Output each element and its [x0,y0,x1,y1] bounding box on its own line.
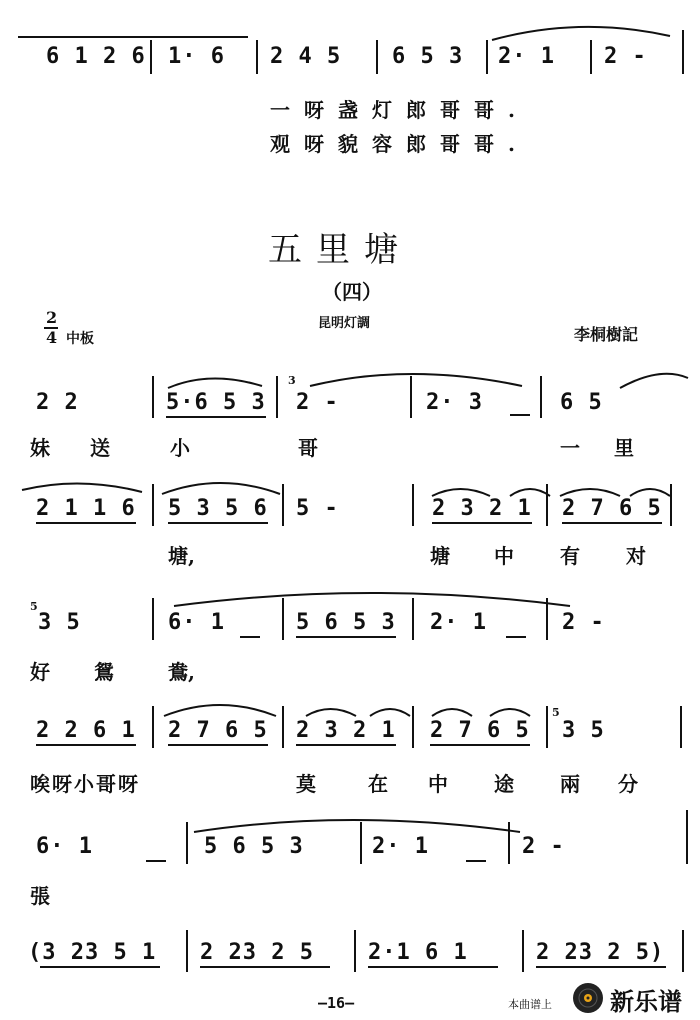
notes: 5 3 5 6 [168,496,268,521]
lyric: 在 [368,772,388,796]
barline [354,930,356,972]
lyric: 哥 [298,436,318,460]
intro-notes-4: 6 5 3 [392,44,464,69]
notes: 2 2 [36,390,79,415]
lyric: 塘 [430,544,450,568]
grace-note: 5 [30,600,38,613]
upload-text: 本曲谱上 [508,998,552,1011]
notes: 6 5 [560,390,603,415]
underline [562,522,662,524]
notes: 2 23 2 5 [200,940,314,965]
intro-notes-2: 1· 6 [168,44,225,69]
brand-name[interactable]: 新乐谱 [610,988,682,1016]
underline [40,966,160,968]
notes: 2 7 6 5 [168,718,268,743]
intro-notes: 6 1 2 6 [46,44,146,69]
tempo-marking: 中板 [66,331,94,347]
intro-notes-5: 2· 1 [498,44,555,69]
lyric: 張 [30,884,50,908]
lyric: 中 [428,772,448,796]
lyric: 小 [170,436,190,460]
barline [282,598,284,640]
barline [152,706,154,748]
intro-notes-3: 2 4 5 [270,44,342,69]
barline [256,40,258,74]
lyric: 塘, [168,544,195,568]
underline [240,636,260,638]
intro-slur [490,22,690,42]
barline [152,376,154,418]
lyric: 有 [560,544,580,568]
barline [486,40,488,74]
underline [166,416,266,418]
barline [546,598,548,640]
barline [282,706,284,748]
intro-lyric-2: 观呀貌容郎哥哥. [270,132,529,156]
barline [412,706,414,748]
notes: 2 3 2 1 [432,496,532,521]
notes: 2 2 6 1 [36,718,136,743]
song-subtitle: （四） [322,280,382,304]
barline [412,484,414,526]
notes: 2 23 2 5) [536,940,665,965]
barline [152,598,154,640]
source-label: 昆明灯調 [318,316,371,331]
underline [368,966,498,968]
notes: (3 23 5 1 [28,940,157,965]
notes: 6· 1 [36,834,93,859]
notes: 6· 1 [168,610,225,635]
lyric: 妹 [30,436,50,460]
barline [670,484,672,526]
time-sig-top: 2 [46,308,58,327]
barline [540,376,542,418]
notes: 2 - [296,390,339,415]
barline [682,930,684,972]
notes: 2 7 6 5 [562,496,662,521]
underline [506,636,526,638]
lyric: 兩 [560,772,580,796]
underline [466,860,486,862]
lyric: 途 [494,772,514,796]
barline [410,376,412,418]
notes: 2·1 6 1 [368,940,468,965]
underline [146,860,166,862]
intro-notes-6: 2 - [604,44,647,69]
grace-note: 3 [288,374,296,387]
grace-note: 5 [552,706,560,719]
notes: 2 1 1 6 [36,496,136,521]
barline [680,706,682,748]
notes: 2· 1 [372,834,429,859]
time-sig-bottom: 4 [46,328,58,347]
slurs [160,372,700,392]
barline [590,40,592,74]
intro-top-line [18,36,248,38]
notes: 5 6 5 3 [204,834,304,859]
song-title: 五里塘 [268,230,412,270]
barline [150,40,152,74]
barline [412,598,414,640]
barline [276,376,278,418]
barline [682,30,684,74]
notes: 2 3 2 1 [296,718,396,743]
lyric: 唉呀小哥呀 [30,772,140,796]
underline [168,522,268,524]
barline [546,706,548,748]
underline [168,744,268,746]
underline [430,744,530,746]
recorder-label: 李桐樹記 [574,325,639,344]
lyric: 里 [614,436,634,460]
notes: 5·6 5 3 [166,390,266,415]
barline [546,484,548,526]
notes: 5 - [296,496,339,521]
lyric: 一 [560,436,580,460]
lyric: 鴦, [168,660,195,684]
lyric: 送 [90,436,110,460]
barline [282,484,284,526]
music-disc-icon [572,982,604,1014]
barline [152,484,154,526]
lyric: 分 [618,772,638,796]
slurs [160,700,550,720]
notes: 3 5 [562,718,605,743]
barline [360,822,362,864]
underline [296,744,396,746]
notes: 5 6 5 3 [296,610,396,635]
barline [376,40,378,74]
notes: 2 7 6 5 [430,718,530,743]
underline [432,522,532,524]
underline [510,414,530,416]
barline [186,822,188,864]
underline [200,966,330,968]
intro-lyric-1: 一呀盏灯郎哥哥. [270,98,529,122]
notes: 2 - [562,610,605,635]
underline [536,966,666,968]
slurs [170,590,580,610]
notes: 2· 1 [430,610,487,635]
lyric: 中 [494,544,514,568]
lyric: 莫 [296,772,316,796]
notes: 3 5 [38,610,81,635]
page-number: —16— [318,994,355,1012]
underline [296,636,396,638]
barline [522,930,524,972]
barline [186,930,188,972]
lyric: 对 [626,544,646,568]
barline [508,822,510,864]
notes: 2· 3 [426,390,483,415]
lyric: 好 [30,660,50,684]
underline [36,744,136,746]
barline [686,810,688,864]
lyric: 鴛 [94,660,114,684]
underline [36,522,136,524]
notes: 2 - [522,834,565,859]
